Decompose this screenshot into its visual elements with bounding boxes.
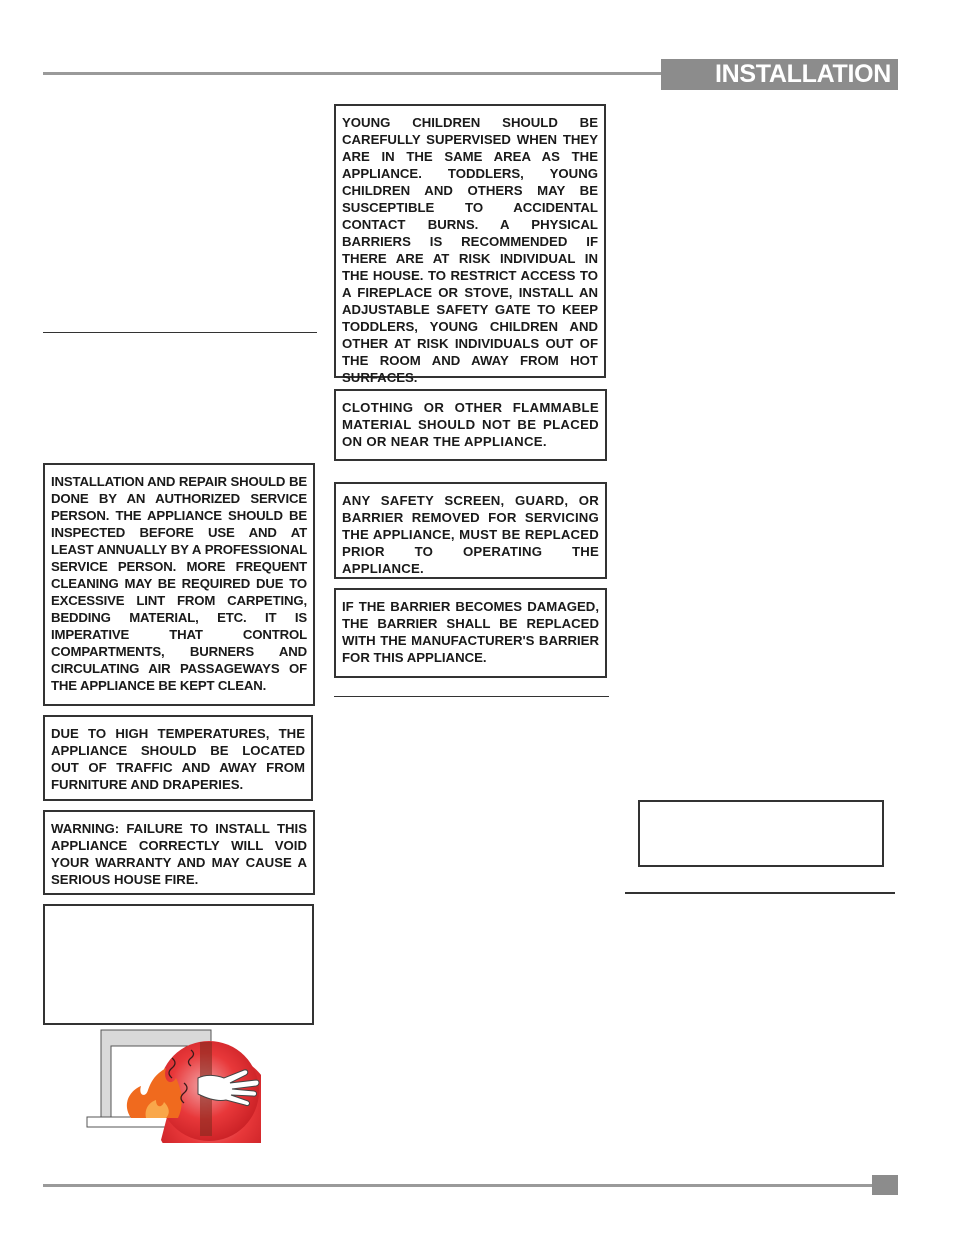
notice-flammable-material: CLOTHING OR OTHER FLAMMABLE MATERIAL SHOULD NOT BE PLACED ON OR NEAR THE APPLIANCE. bbox=[334, 389, 607, 461]
column-divider-right bbox=[625, 892, 895, 894]
notice-young-children: YOUNG CHILDREN SHOULD BE CAREFULLY SUPERVISED WHEN THEY ARE IN THE SAME AREA AS THE APPLIANCE. TODDLERS, YOUNG CHILDREN AND OTHERS MAY BE SUSCEPTIBLE TO ACCIDENTAL CONTACT BURNS. A PHYSICAL BARRIERS IS RECOMMENDED IF THERE ARE AT RISK INDIVIDUAL IN THE HOUSE. TO RESTRICT ACCESS TO A FIREPLACE OR STOVE, INSTALL AN ADJUSTABLE SAFETY GATE TO KEEP TODDLERS, YOUNG CHILDREN AND OTHER AT RISK INDIVIDUALS OUT OF THE ROOM AND AWAY FROM HOT SURFACES. bbox=[334, 104, 606, 378]
column-divider-middle bbox=[334, 696, 609, 697]
footer-rule bbox=[43, 1184, 872, 1187]
section-title: INSTALLATION bbox=[661, 59, 898, 90]
notice-safety-screen: ANY SAFETY SCREEN, GUARD, OR BARRIER REMOVED FOR SERVICING THE APPLIANCE, MUST BE REPLACED PRIOR TO OPERATING THE APPLIANCE. bbox=[334, 482, 607, 579]
hand-burn-fireplace-icon bbox=[86, 1028, 261, 1143]
notice-barrier-damaged: IF THE BARRIER BECOMES DAMAGED, THE BARRIER SHALL BE REPLACED WITH THE MANUFACTURER'S BARRIER FOR THIS APPLIANCE. bbox=[334, 588, 607, 678]
notice-installation-repair: INSTALLATION AND REPAIR SHOULD BE DONE BY AN AUTHORIZED SERVICE PERSON. THE APPLIANCE SHOULD BE INSPECTED BEFORE USE AND AT LEAST ANNUALLY BY A PROFESSIONAL SERVICE PERSON. MORE FREQUENT CLEANING MAY BE REQUIRED DUE TO EXCESSIVE LINT FROM CARPETING, BEDDING MATERIAL, ETC. IT IS IMPERATIVE THAT CONTROL COMPARTMENTS, BURNERS AND CIRCULATING AIR PASSAGEWAYS OF THE APPLIANCE BE KEPT CLEAN. bbox=[43, 463, 315, 706]
notice-warranty-warning: WARNING: FAILURE TO INSTALL THIS APPLIANCE CORRECTLY WILL VOID YOUR WARRANTY AND MAY CAUSE A SERIOUS HOUSE FIRE. bbox=[43, 810, 315, 895]
empty-notice-box-left bbox=[43, 904, 314, 1025]
header-rule bbox=[43, 72, 661, 75]
notice-high-temperatures: DUE TO HIGH TEMPERATURES, THE APPLIANCE SHOULD BE LOCATED OUT OF TRAFFIC AND AWAY FROM FURNITURE AND DRAPERIES. bbox=[43, 715, 313, 801]
column-divider-left bbox=[43, 332, 317, 333]
empty-notice-box-right bbox=[638, 800, 884, 867]
page-number-tab bbox=[872, 1175, 898, 1195]
